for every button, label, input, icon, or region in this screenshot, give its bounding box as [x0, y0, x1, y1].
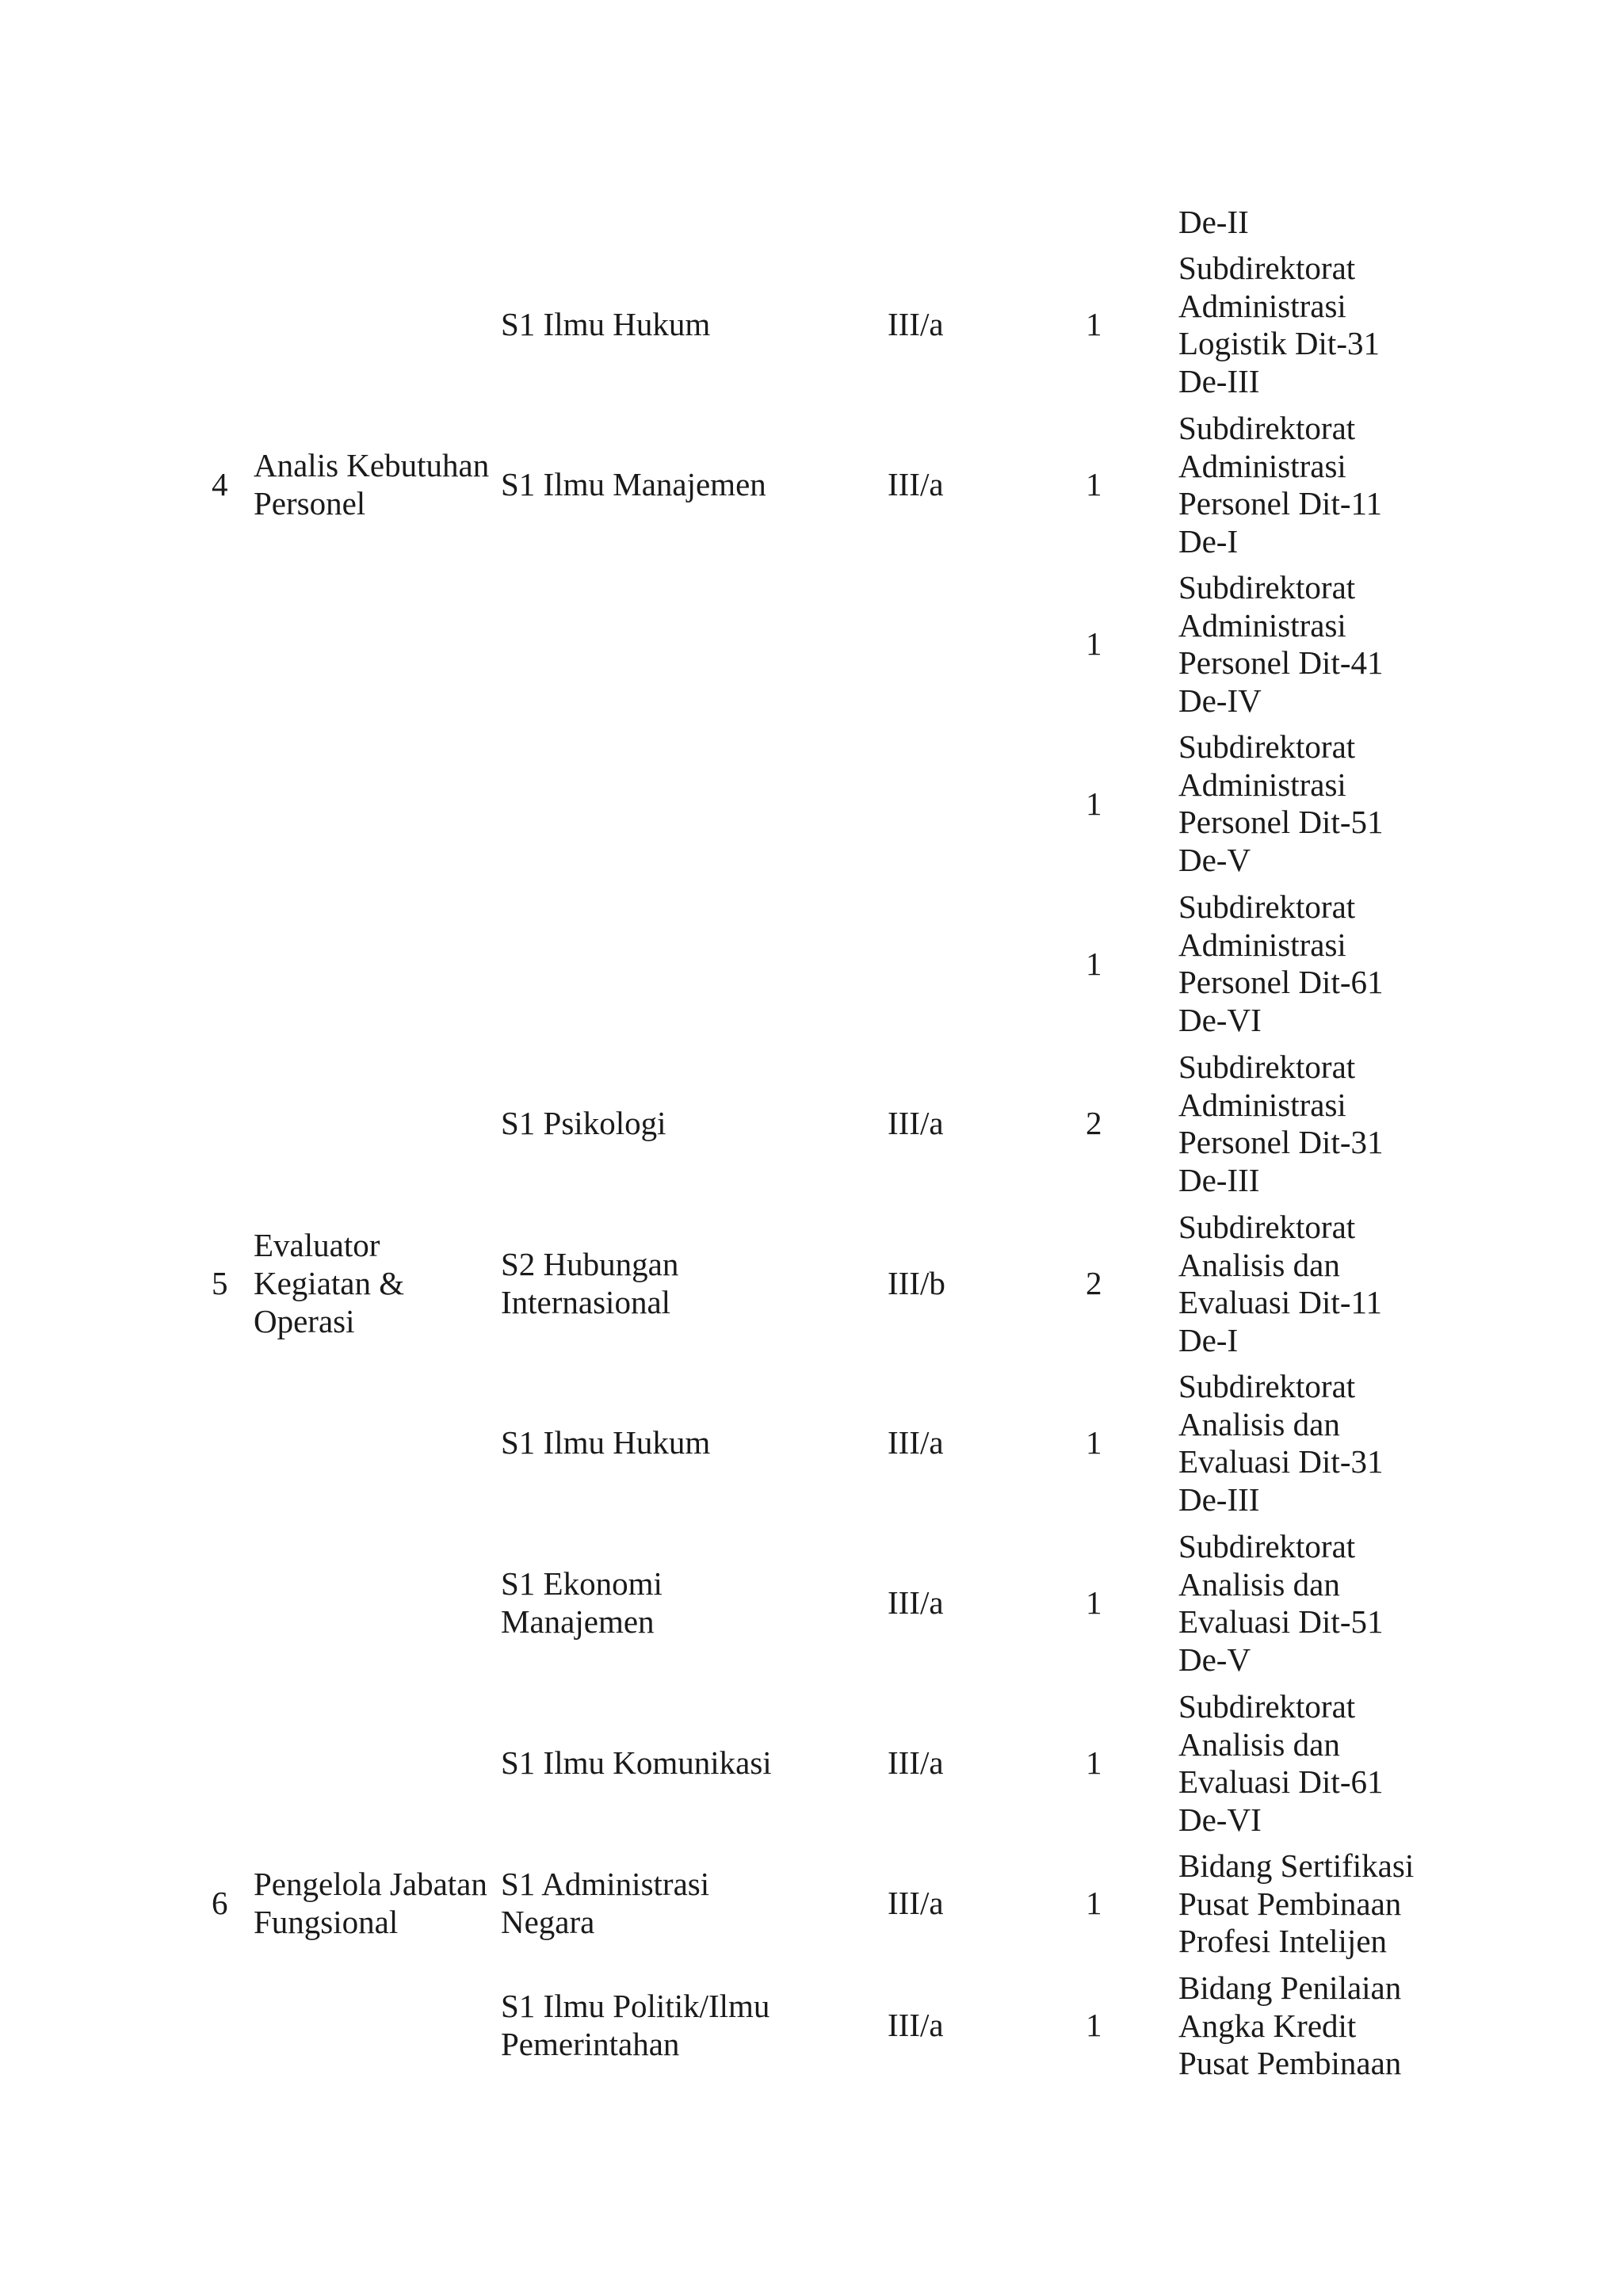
count-text: 2	[1086, 1265, 1102, 1301]
unit-text: Personel Dit-51	[1178, 804, 1384, 840]
unit-text: Administrasi	[1178, 448, 1346, 484]
unit-text: Administrasi	[1178, 926, 1346, 963]
unit-text: Evaluasi Dit-31	[1178, 1443, 1384, 1480]
unit-text: De-VI	[1178, 1801, 1262, 1838]
position-text: Personel	[254, 485, 366, 521]
unit-text: Bidang Penilaian	[1178, 1969, 1402, 2006]
count-text: 1	[1086, 1424, 1102, 1461]
count-text: 1	[1086, 1885, 1102, 1921]
unit-text: Analisis dan	[1178, 1726, 1340, 1763]
unit-text: Administrasi	[1178, 288, 1346, 324]
count-text: 2	[1086, 1105, 1102, 1141]
grade-text: III/a	[888, 1744, 944, 1781]
unit-text: De-II	[1178, 204, 1249, 240]
unit-text: Angka Kredit	[1178, 2008, 1357, 2044]
unit-text: Subdirektorat	[1178, 728, 1356, 765]
unit-text: De-I	[1178, 523, 1239, 560]
position-text: Pengelola Jabatan	[254, 1866, 487, 1902]
education-text: Negara	[501, 1904, 595, 1940]
position-text: Fungsional	[254, 1904, 399, 1940]
unit-text: Analisis dan	[1178, 1566, 1340, 1603]
unit-text: Subdirektorat	[1178, 888, 1356, 925]
education-text: Manajemen	[501, 1603, 655, 1640]
unit-text: De-III	[1178, 363, 1260, 399]
unit-text: Administrasi	[1178, 1087, 1346, 1123]
unit-text: Personel Dit-61	[1178, 964, 1384, 1000]
unit-text: Personel Dit-31	[1178, 1124, 1384, 1160]
unit-text: Analisis dan	[1178, 1247, 1340, 1283]
unit-text: Subdirektorat	[1178, 1688, 1356, 1725]
grade-text: III/a	[888, 1584, 944, 1621]
education-text: S1 Ekonomi	[501, 1565, 663, 1602]
unit-text: Subdirektorat	[1178, 1049, 1356, 1085]
unit-text: Personel Dit-41	[1178, 644, 1384, 681]
unit-text: Evaluasi Dit-51	[1178, 1603, 1384, 1640]
row-number: 5	[212, 1265, 228, 1301]
education-text: Pemerintahan	[501, 2026, 680, 2062]
unit-text: Subdirektorat	[1178, 569, 1356, 606]
education-text: S1 Ilmu Komunikasi	[501, 1744, 772, 1781]
unit-text: Pusat Pembinaan	[1178, 2045, 1402, 2081]
count-text: 1	[1086, 2007, 1102, 2043]
unit-text: Pusat Pembinaan	[1178, 1885, 1402, 1922]
grade-text: III/a	[888, 1885, 944, 1921]
unit-text: Personel Dit-11	[1178, 485, 1382, 521]
unit-text: Evaluasi Dit-11	[1178, 1284, 1382, 1320]
grade-text: III/a	[888, 2007, 944, 2043]
unit-text: Subdirektorat	[1178, 1209, 1356, 1245]
unit-text: Administrasi	[1178, 766, 1346, 803]
unit-text: Analisis dan	[1178, 1406, 1340, 1442]
count-text: 1	[1086, 306, 1102, 342]
unit-text: De-V	[1178, 842, 1251, 878]
count-text: 1	[1086, 625, 1102, 662]
row-number: 6	[212, 1885, 228, 1921]
position-text: Evaluator	[254, 1227, 380, 1263]
unit-text: Subdirektorat	[1178, 1528, 1356, 1564]
unit-text: De-V	[1178, 1641, 1251, 1678]
row-number: 4	[212, 466, 228, 502]
unit-text: Subdirektorat	[1178, 250, 1356, 286]
unit-text: Subdirektorat	[1178, 1368, 1356, 1404]
unit-text: De-III	[1178, 1162, 1260, 1198]
education-text: S1 Psikologi	[501, 1105, 666, 1141]
count-text: 1	[1086, 1744, 1102, 1781]
education-text: S1 Ilmu Hukum	[501, 1424, 711, 1461]
education-text: Internasional	[501, 1284, 671, 1320]
unit-text: Profesi Intelijen	[1178, 1923, 1388, 1959]
education-text: S1 Ilmu Manajemen	[501, 466, 766, 502]
grade-text: III/a	[888, 1105, 944, 1141]
count-text: 1	[1086, 946, 1102, 982]
unit-text: De-III	[1178, 1481, 1260, 1518]
grade-text: III/a	[888, 306, 944, 342]
education-text: S1 Ilmu Hukum	[501, 306, 711, 342]
unit-text: Logistik Dit-31	[1178, 325, 1380, 361]
education-text: S1 Administrasi	[501, 1866, 710, 1902]
education-text: S2 Hubungan	[501, 1246, 679, 1282]
unit-text: De-I	[1178, 1322, 1239, 1358]
grade-text: III/a	[888, 466, 944, 502]
unit-text: Bidang Sertifikasi	[1178, 1847, 1415, 1884]
count-text: 1	[1086, 785, 1102, 822]
unit-text: Administrasi	[1178, 607, 1346, 644]
unit-text: De-IV	[1178, 682, 1262, 719]
unit-text: Subdirektorat	[1178, 410, 1356, 446]
position-text: Operasi	[254, 1303, 355, 1339]
count-text: 1	[1086, 1584, 1102, 1621]
position-text: Analis Kebutuhan	[254, 447, 490, 483]
education-text: S1 Ilmu Politik/Ilmu	[501, 1988, 770, 2024]
unit-text: De-VI	[1178, 1002, 1262, 1038]
unit-text: Evaluasi Dit-61	[1178, 1763, 1384, 1800]
count-text: 1	[1086, 466, 1102, 502]
grade-text: III/a	[888, 1424, 944, 1461]
grade-text: III/b	[888, 1265, 945, 1301]
position-text: Kegiatan &	[254, 1265, 405, 1301]
